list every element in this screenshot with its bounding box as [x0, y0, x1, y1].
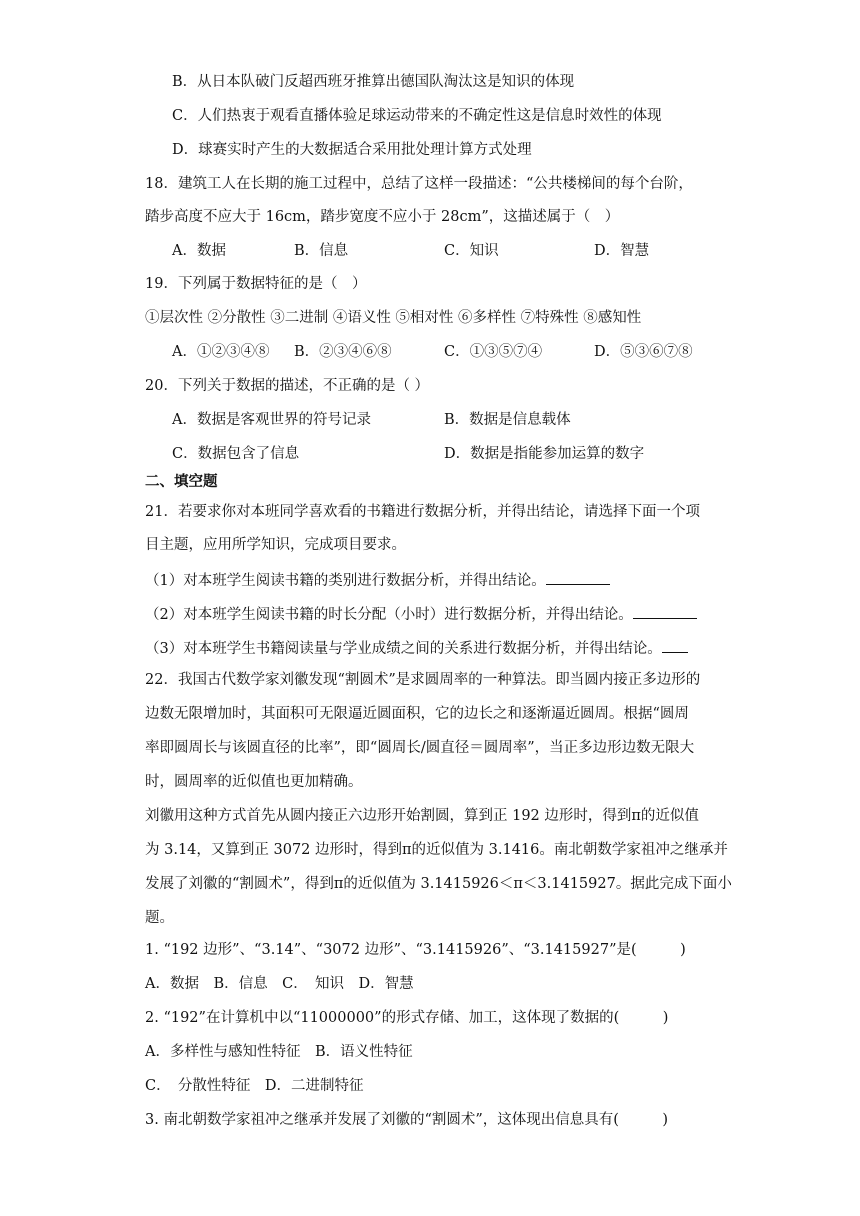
q18-option-b: B．信息	[294, 243, 349, 259]
q22-para2-line4: 题。	[145, 910, 174, 926]
q21-sub2-text: （2）对本班学生阅读书籍的时长分配（小时）进行数据分析，并得出结论。	[145, 607, 633, 623]
q18-option-a: A．数据	[172, 243, 226, 259]
q18-option-c: C．知识	[444, 243, 499, 259]
q21-subquestion-2	[145, 604, 697, 624]
answer-blank[interactable]	[546, 570, 610, 585]
q19-option-a: A．①②③④⑧	[172, 344, 270, 360]
q21-stem-line1: 21．若要求你对本班同学喜欢看的书籍进行数据分析，并得出结论，请选择下面一个项	[145, 504, 700, 520]
q22-sub3-stem: 3. 南北朝数学家祖冲之继承并发展了刘徽的“割圆术”，这体现出信息具有( )	[145, 1112, 669, 1128]
q22-para1-line2: 边数无限增加时，其面积可无限逼近圆面积，它的边长之和逐渐逼近圆周。根据“圆周	[145, 706, 689, 722]
q22-para2-line1: 刘徽用这种方式首先从圆内接正六边形开始割圆，算到正 192 边形时，得到π的近似值	[145, 808, 699, 824]
q22-para1-line1: 22．我国古代数学家刘徽发现“割圆术”是求圆周率的一种算法。即当圆内接正多边形的	[145, 672, 701, 688]
q22-sub1-options: A．数据 B．信息 C． 知识 D．智慧	[145, 976, 414, 992]
q17-option-c: C．人们热衷于观看直播体验足球运动带来的不确定性这是信息时效性的体现	[172, 108, 662, 124]
section-title-fill-in: 二、填空题	[145, 473, 218, 490]
q22-para2-line2: 为 3.14，又算到正 3072 边形时，得到π的近似值为 3.1416。南北朝数学家祖冲之继承并	[145, 842, 728, 858]
q18-stem-line2: 踏步高度不应大于 16cm，踏步宽度不应小于 28cm”，这描述属于（ ）	[145, 209, 620, 225]
q20-option-c: C．数据包含了信息	[172, 446, 300, 462]
q22-para2-line3: 发展了刘徽的“割圆术”，得到π的近似值为 3.1415926＜π＜3.1415927。据此完成下面小	[145, 876, 732, 892]
q21-stem-line2: 目主题，应用所学知识，完成项目要求。	[145, 537, 406, 553]
q19-option-c: C．①③⑤⑦④	[444, 344, 543, 360]
q19-option-b: B．②③④⑥⑧	[294, 344, 392, 360]
q22-sub2-stem: 2. “192”在计算机中以“11000000”的形式存储、加工，这体现了数据的( )	[145, 1010, 669, 1026]
q20-option-a: A．数据是客观世界的符号记录	[172, 412, 371, 428]
q18-stem-line1: 18．建筑工人在长期的施工过程中，总结了这样一段描述：“公共楼梯间的每个台阶，	[145, 176, 693, 192]
q20-stem: 20．下列关于数据的描述，不正确的是（ ）	[145, 378, 430, 394]
q21-sub3-text: （3）对本班学生书籍阅读量与学业成绩之间的关系进行数据分析，并得出结论。	[145, 641, 662, 657]
q19-option-d: D．⑤③⑥⑦⑧	[594, 344, 693, 360]
q22-sub1-stem: 1. “192 边形”、“3.14”、“3072 边形”、“3.1415926”、“3.1415927”是( )	[145, 942, 686, 958]
q19-items: ①层次性 ②分散性 ③二进制 ④语义性 ⑤相对性 ⑥多样性 ⑦特殊性 ⑧感知性	[145, 310, 642, 326]
q21-sub1-text: （1）对本班学生阅读书籍的类别进行数据分析，并得出结论。	[145, 573, 546, 589]
q21-subquestion-1	[145, 570, 610, 590]
q22-para1-line4: 时，圆周率的近似值也更加精确。	[145, 774, 363, 790]
answer-blank[interactable]	[662, 638, 688, 653]
q21-subquestion-3	[145, 638, 688, 658]
q19-stem: 19．下列属于数据特征的是（ ）	[145, 276, 367, 292]
q22-sub2-options-row2: C． 分散性特征 D．二进制特征	[145, 1078, 364, 1094]
q20-option-d: D．数据是指能参加运算的数字	[444, 446, 645, 462]
q17-option-b: B．从日本队破门反超西班牙推算出德国队淘汰这是知识的体现	[172, 74, 575, 90]
q17-option-d: D．球赛实时产生的大数据适合采用批处理计算方式处理	[172, 142, 532, 158]
q20-option-b: B．数据是信息载体	[444, 412, 571, 428]
q22-para1-line3: 率即圆周长与该圆直径的比率”，即“圆周长/圆直径＝圆周率”，当正多边形边数无限大	[145, 740, 695, 756]
q22-sub2-options-row1: A．多样性与感知性特征 B．语义性特征	[145, 1044, 413, 1060]
answer-blank[interactable]	[633, 604, 697, 619]
q18-option-d: D．智慧	[594, 243, 650, 259]
